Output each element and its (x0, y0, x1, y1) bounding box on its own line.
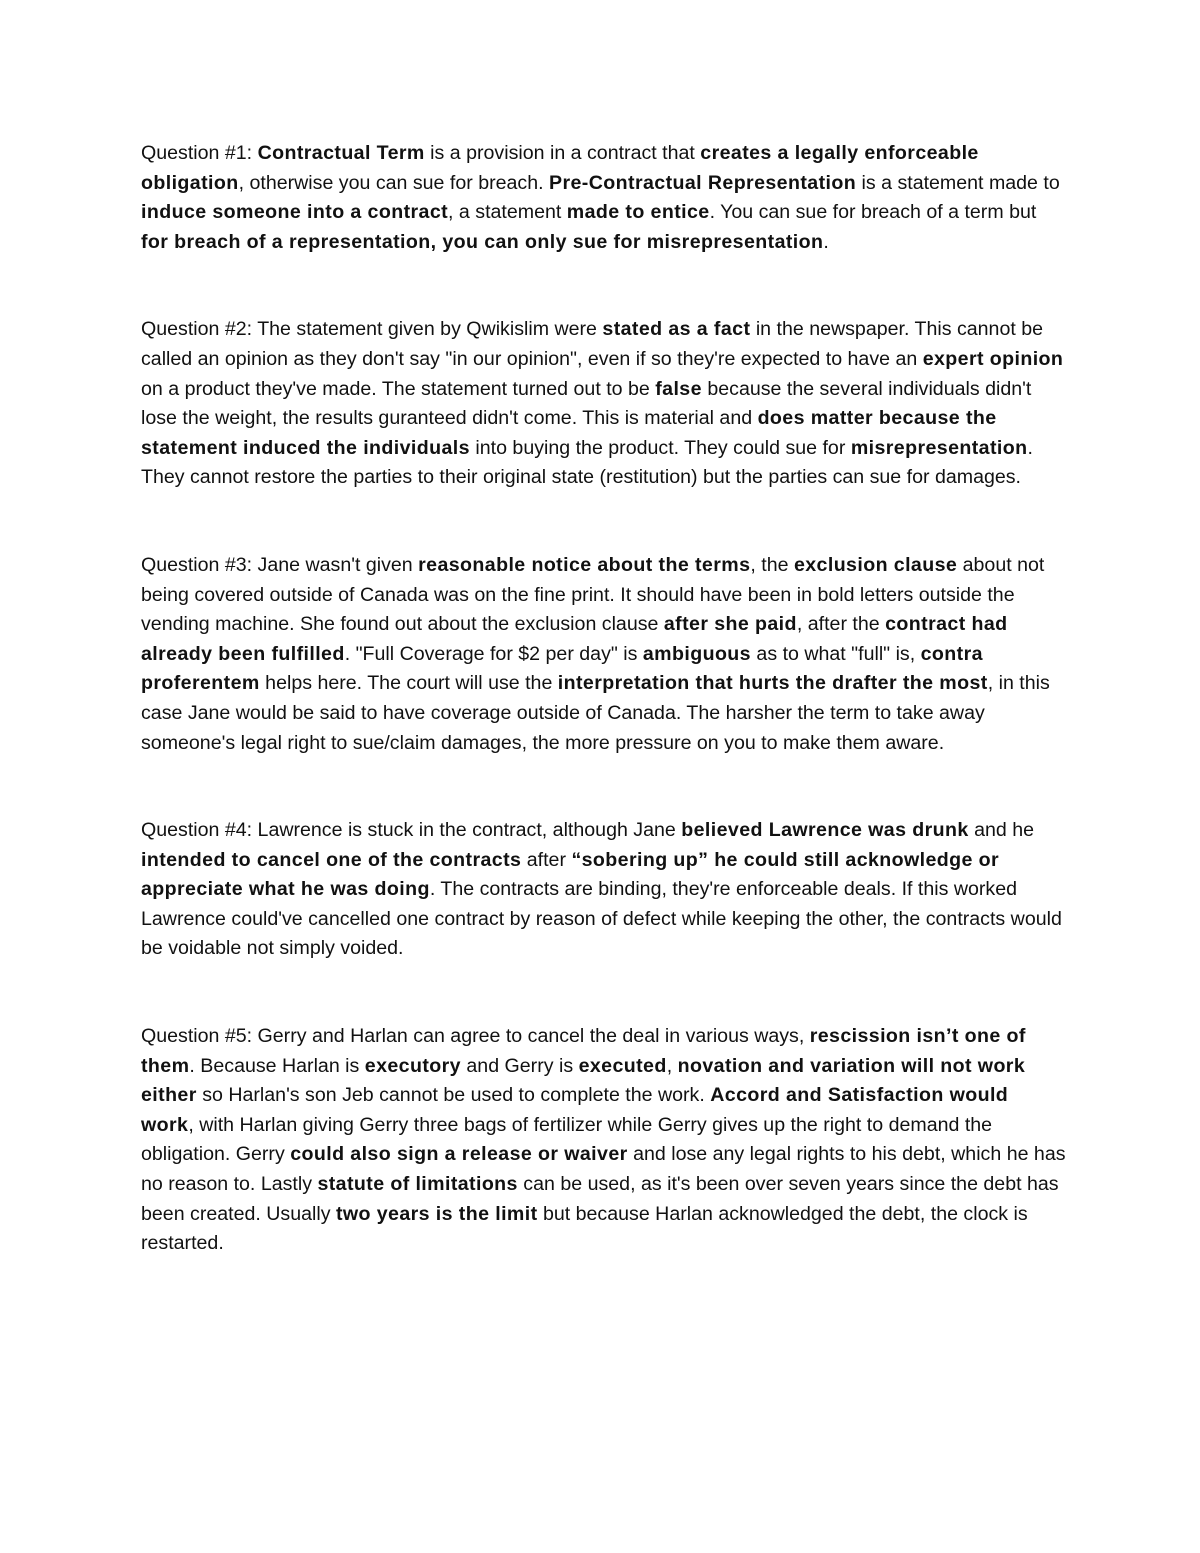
bold-text-run: Accord and Satisfaction would work (141, 1084, 1009, 1136)
answer-question-2 (141, 315, 1066, 493)
text-run: on a product they've made. The statement turned out to be (141, 377, 656, 400)
bold-text-run: executory (364, 1054, 461, 1077)
text-run: , a statement (448, 201, 567, 224)
bold-text-run: creates a legally enforceable obligation (141, 142, 979, 194)
bold-text-run: reasonable notice about the terms (418, 553, 751, 576)
bold-text-run: could also sign a release or waiver (290, 1143, 628, 1166)
text-run: and lose any legal rights to his debt, which he has no reason to. Lastly (141, 1143, 1066, 1196)
bold-text-run: does matter because the statement induced the individuals (141, 407, 997, 459)
text-run: Question #5: Gerry and Harlan can agree to cancel the deal in various ways, (141, 1025, 810, 1048)
bold-text-run: induce someone into a contract (141, 201, 449, 224)
bold-text-run: two years is the limit (335, 1202, 538, 1225)
text-run: so Harlan's son Jeb cannot be used to complete the work. (196, 1084, 711, 1107)
text-run: because the several individuals didn't lose the weight, the results guranteed didn't come. This is material and (141, 377, 1032, 430)
answer-question-4 (141, 816, 1066, 964)
bold-text-run: “sobering up” he could still acknowledge or appreciate what he was doing (141, 848, 1000, 901)
text-run: , after the (796, 613, 886, 636)
text-run: . (823, 230, 829, 253)
text-run: into buying the product. They could sue for (469, 436, 851, 459)
text-run: about not being covered outside of Canada was on the fine print. It should have been in bold letters outside the vending machine. She found out about the exclusion clause (141, 553, 1045, 636)
bold-text-run: Contractual Term (257, 142, 425, 164)
answer-question-5 (141, 1022, 1066, 1259)
text-run: Question #2: The statement given by Qwikislim were (141, 318, 603, 341)
text-run: Question #1: (141, 142, 258, 164)
text-run: . Because Harlan is (189, 1054, 365, 1077)
text-run: can be used, as it's been over seven years since the debt has been created. Usually (141, 1173, 1059, 1225)
bold-text-run: ambiguous (642, 642, 751, 665)
text-run: , (666, 1054, 678, 1077)
bold-text-run: interpretation that hurts the drafter the most (557, 672, 988, 695)
bold-text-run: made to entice (566, 201, 710, 224)
document-page (141, 139, 1066, 1259)
answer-question-3 (141, 551, 1066, 758)
bold-text-run: false (655, 377, 702, 400)
text-run: . You can sue for breach of a term but (709, 201, 1037, 224)
bold-text-run: after she paid (663, 613, 797, 636)
text-run: in the newspaper. This cannot be called an opinion as they don't say "in our opinion", even if so they're expected to have an (141, 318, 1044, 370)
text-run: is a provision in a contract that (424, 142, 701, 164)
text-run: , with Harlan giving Gerry three bags of fertilizer while Gerry gives up the right to demand the obligation. Gerry (141, 1113, 993, 1166)
text-run: , in this case Jane would be said to have coverage outside of Canada. The harsher the term to take away someone's legal right to sue/claim damages, the more pressure on you to make them aware. (141, 672, 1050, 754)
bold-text-run: executed (578, 1054, 667, 1077)
text-run: , otherwise you can sue for breach. (238, 171, 550, 194)
bold-text-run: misrepresentation (850, 436, 1028, 459)
text-run: . The contracts are binding, they're enforceable deals. If this worked Lawrence could've cancelled one contract by reason of defect while keeping the other, the contracts would be voidable not simply voided. (141, 878, 1062, 960)
bold-text-run: believed Lawrence was drunk (681, 819, 969, 842)
text-run: , the (750, 553, 794, 576)
text-run: Question #3: Jane wasn't given (141, 553, 419, 576)
bold-text-run: contract had already been fulfilled (141, 613, 1008, 665)
text-run: and he (968, 819, 1035, 842)
bold-text-run: contra proferentem (141, 642, 983, 695)
bold-text-run: for breach of a representation, you can only sue for misrepresentation (141, 230, 824, 253)
bold-text-run: intended to cancel one of the contracts (141, 848, 522, 871)
text-run: as to what "full" is, (750, 642, 921, 665)
bold-text-run: statute of limitations (317, 1173, 518, 1196)
text-run: after (521, 848, 572, 871)
text-run: Question #4: Lawrence is stuck in the contract, although Jane (141, 819, 682, 842)
bold-text-run: novation and variation will not work either (141, 1054, 1026, 1107)
text-run: but because Harlan acknowledged the debt, the clock is restarted. (141, 1202, 1028, 1255)
bold-text-run: expert opinion (922, 347, 1064, 370)
text-run: and Gerry is (460, 1054, 579, 1077)
bold-text-run: exclusion clause (793, 553, 958, 576)
text-run: . They cannot restore the parties to their original state (restitution) but the parties can sue for damages. (141, 436, 1033, 489)
text-run: is a statement made to (856, 171, 1060, 194)
answer-question-1 (141, 139, 1066, 257)
bold-text-run: rescission isn’t one of them (141, 1025, 1026, 1077)
text-run: . "Full Coverage for $2 per day" is (344, 642, 643, 665)
text-run: helps here. The court will use the (259, 672, 558, 695)
bold-text-run: stated as a fact (602, 318, 751, 341)
bold-text-run: Pre-Contractual Representation (549, 171, 857, 194)
